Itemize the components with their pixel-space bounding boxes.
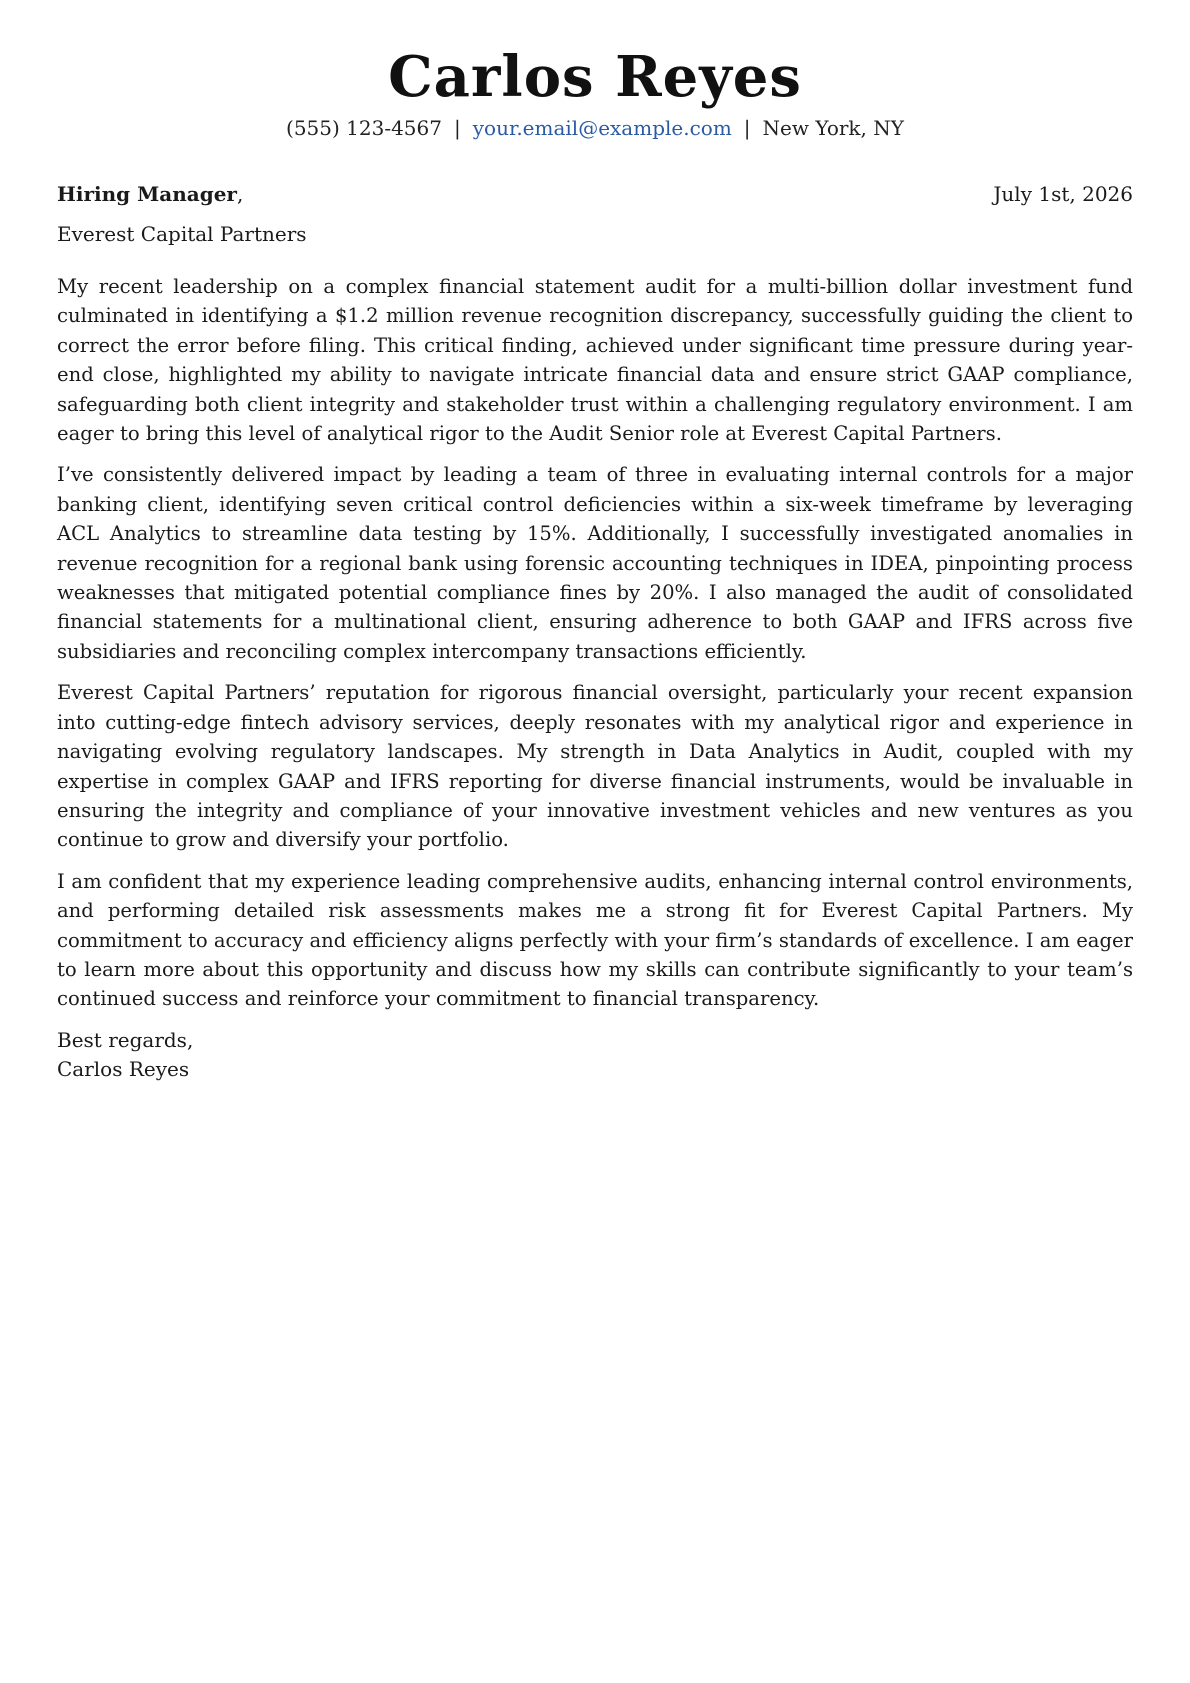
body-paragraph: I’ve consistently delivered impact by leading a team of three in evaluating internal controls for a major banking client, identifying seven critical control deficiencies within a six-week timeframe by leveraging ACL Analytics to streamline data testing by 15%. Additionally, I successfully investigated anomalies in revenue recognition for a regional bank using forensic accounting techniques in IDEA, pinpointing process weaknesses that mitigated potential compliance fines by 20%. I also managed the audit of consolidated financial statements for a multinational client, ensuring adherence to both GAAP and IFRS across five subsidiaries and reconciling complex intercompany transactions efficiently. [57, 463, 1133, 663]
body-paragraph: Everest Capital Partners’ reputation for rigorous financial oversight, particularly your recent expansion into cutting-edge fintech advisory services, deeply resonates with my analytical rigor and experience in navigating evolving regulatory landscapes. My strength in Data Analytics in Audit, coupled with my expertise in complex GAAP and IFRS reporting for diverse financial instruments, would be invaluable in ensuring the integrity and compliance of your innovative investment vehicles and new ventures as you continue to grow and diversify your portfolio. [57, 681, 1133, 852]
contact-separator: | [453, 116, 461, 140]
recipient-name-suffix: , [236, 182, 244, 206]
body-paragraph: I am confident that my experience leading comprehensive audits, enhancing internal control environments, and performing detailed risk assessments makes me a strong fit for Everest Capital Partners. My commitment to accuracy and efficiency aligns perfectly with your firm’s standards of excellence. I am eager to learn more about this opportunity and discuss how my skills can contribute significantly to your team’s continued success and reinforce your commitment to financial transparency. [57, 869, 1133, 1011]
closing-salutation: Best regards, [57, 1027, 194, 1052]
phone-number: (555) 123-4567 [286, 116, 442, 140]
recipient-line [57, 180, 243, 208]
letter-date: July 1st, 2026 [993, 182, 1133, 206]
recipient-date-row [57, 180, 1133, 208]
body-paragraph: My recent leadership on a complex financial statement audit for a multi-billion dollar investment fund culminated in identifying a $1.2 million revenue recognition discrepancy, successfully guiding the client to correct the error before filing. This critical finding, achieved under significant time pressure during year-end close, highlighted my ability to navigate intricate financial data and ensure strict GAAP compliance, safeguarding both client integrity and stakeholder trust within a challenging regulatory environment. I am eager to bring this level of analytical rigor to the Audit Senior role at Everest Capital Partners. [57, 275, 1133, 446]
applicant-name: Carlos Reyes [388, 44, 802, 110]
recipient-company: Everest Capital Partners [57, 222, 307, 246]
letter-body [57, 272, 1133, 1014]
letter-closing [57, 1026, 1133, 1084]
location: New York, NY [762, 116, 904, 140]
email-link[interactable]: your.email@example.com [472, 116, 732, 140]
contact-separator: | [743, 116, 751, 140]
recipient-name: Hiring Manager [57, 182, 237, 206]
contact-line [57, 114, 1133, 142]
closing-signature: Carlos Reyes [57, 1056, 190, 1081]
